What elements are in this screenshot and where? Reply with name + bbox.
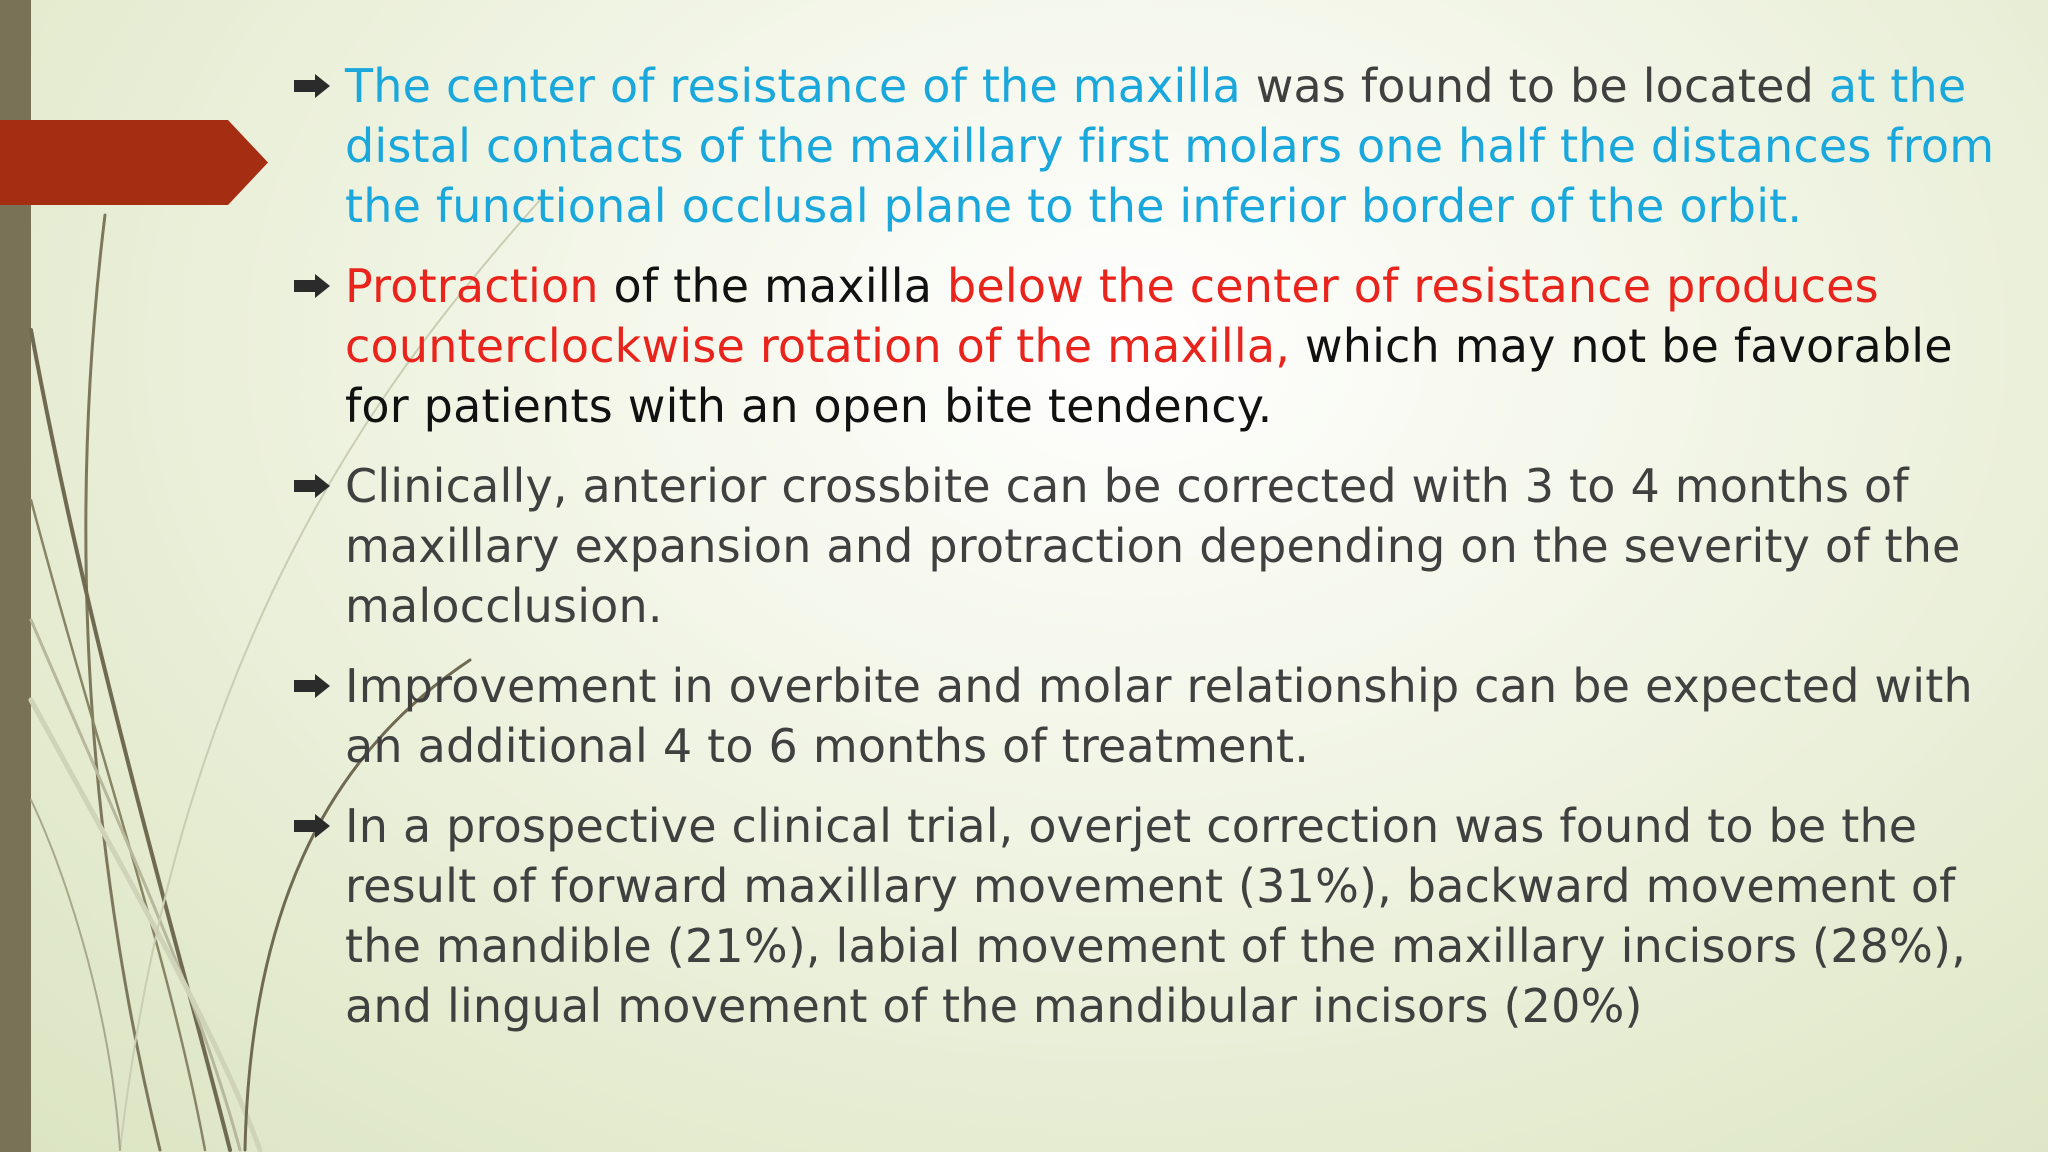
slide-content (290, 56, 2000, 1056)
accent-arrow-banner (0, 120, 268, 205)
bullet-item (290, 456, 2000, 636)
bullet-text-segment: of the maxilla (598, 259, 947, 313)
arrow-right-icon (293, 674, 331, 698)
bullet-text-segment: Protraction (345, 259, 599, 313)
arrow-right-icon (293, 474, 331, 498)
bullet-item (290, 796, 2000, 1036)
bullet-text-segment: below the center of resistance produces counterclockwise rotation of the maxilla, (345, 259, 1879, 373)
bullet-item (290, 656, 2000, 776)
bullet-text-segment: was found to be located (1240, 59, 1829, 113)
arrow-right-icon (293, 74, 331, 98)
bullet-text-segment: In a prospective clinical trial, overjet correction was found to be the result of forward maxillary movement (31%), backward movement of the mandible (21%), labial movement of the maxillary incisors (28%), and lingual movement of the mandibular incisors (20%) (345, 799, 1967, 1033)
bullet-item (290, 256, 2000, 436)
bullet-text-segment: The center of resistance of the maxilla (345, 59, 1241, 113)
bullet-text-segment: Clinically, anterior crossbite can be corrected with 3 to 4 months of maxillary expansion and protraction depending on the severity of the malocclusion. (345, 459, 1961, 633)
arrow-right-icon (293, 814, 331, 838)
bullet-text-segment: Improvement in overbite and molar relationship can be expected with an additional 4 to 6 months of treatment. (345, 659, 1973, 773)
bullet-text-segment: at the distal contacts of the maxillary first molars one half the distances from the functional occlusal plane to the inferior border of the orbit. (345, 59, 1995, 233)
arrow-right-icon (293, 274, 331, 298)
bullet-item (290, 56, 2000, 236)
bullet-text-segment: which may not be favorable for patients with an open bite tendency. (345, 319, 1953, 433)
